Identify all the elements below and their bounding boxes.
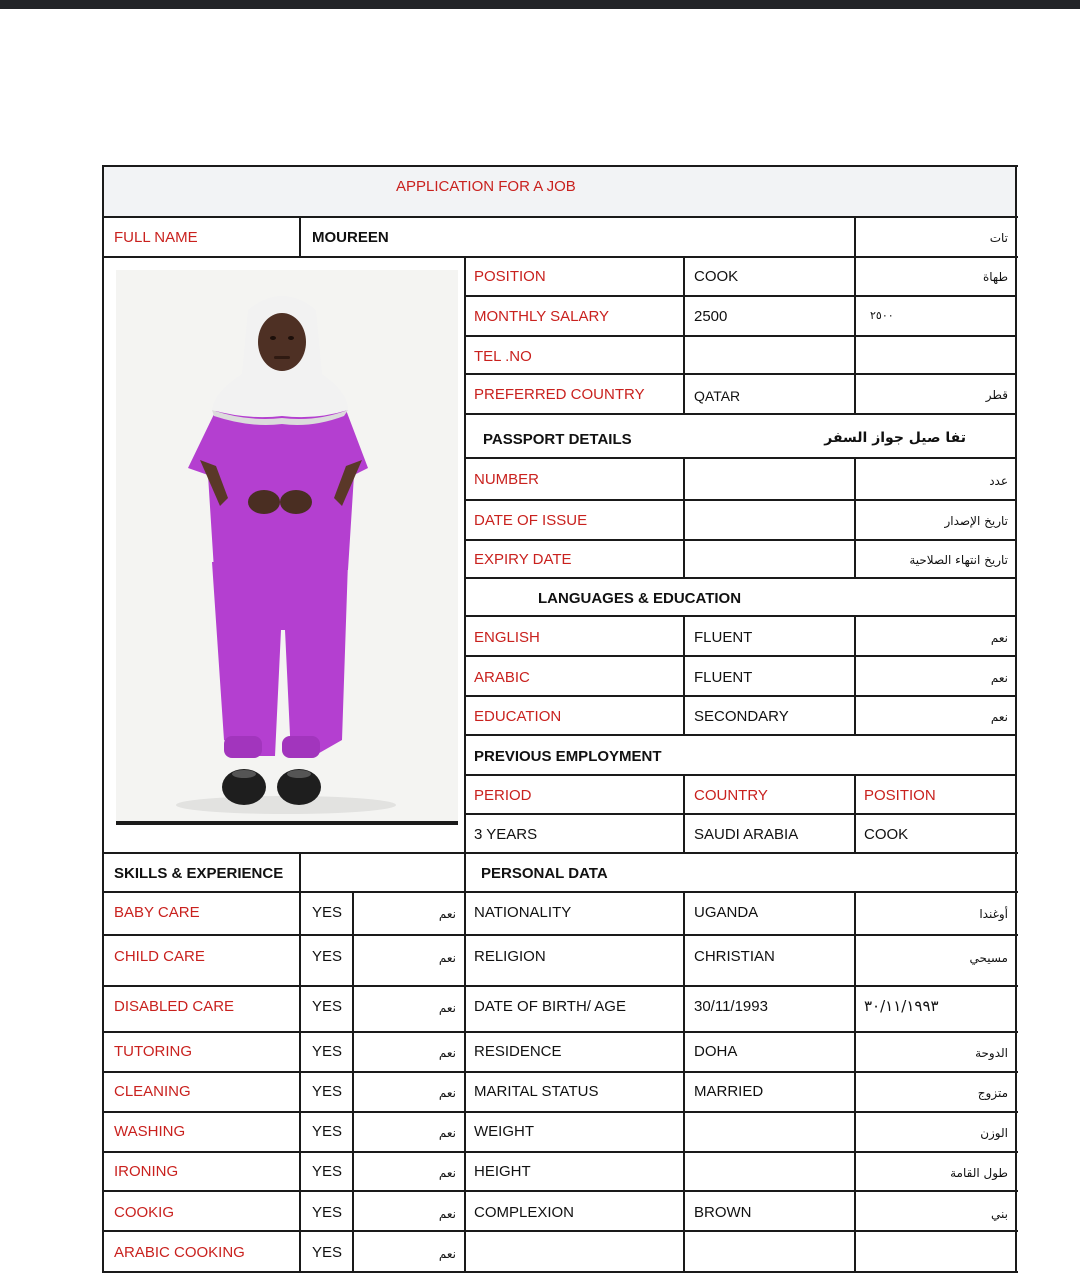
religion-arabic: مسيحي	[969, 951, 1008, 965]
col-rule	[854, 615, 856, 736]
language-arabic-value: FLUENT	[694, 669, 753, 686]
full-name-value: MOUREEN	[312, 229, 389, 246]
rule	[102, 216, 1018, 218]
col-rule	[854, 774, 856, 854]
previous-employment-header: PREVIOUS EMPLOYMENT	[474, 748, 662, 765]
date-of-issue-label: DATE OF ISSUE	[474, 512, 588, 529]
border-left	[102, 165, 104, 1273]
marital-status-arabic: متزوج	[977, 1086, 1008, 1100]
preferred-country-value: QATAR	[694, 388, 741, 404]
col-rule	[683, 774, 685, 854]
date-of-issue-arabic: تاريخ الإصدار	[944, 514, 1008, 528]
skill-label: ARABIC COOKING	[114, 1244, 245, 1261]
skill-label: DISABLED CARE	[114, 998, 235, 1015]
skill-arabic: نعم	[438, 1247, 456, 1261]
col-rule	[352, 891, 354, 1273]
col-rule	[854, 891, 856, 1273]
col-rule	[683, 615, 685, 736]
monthly-salary-value: 2500	[694, 308, 728, 325]
passport-number-arabic: عدد	[989, 474, 1008, 488]
expiry-date-label: EXPIRY DATE	[474, 551, 572, 568]
language-arabic-label: ARABIC	[474, 669, 530, 686]
rule	[102, 1230, 1018, 1232]
rule	[102, 1111, 1018, 1113]
col-rule	[683, 256, 685, 415]
skill-label: IRONING	[114, 1163, 179, 1180]
skill-label: CLEANING	[114, 1083, 191, 1100]
col-rule	[299, 216, 301, 258]
education-arabic: نعم	[990, 710, 1008, 724]
religion-value: CHRISTIAN	[694, 948, 775, 965]
skill-value: YES	[312, 904, 343, 921]
skill-arabic: نعم	[438, 1001, 456, 1015]
rule	[464, 734, 1017, 736]
languages-header: LANGUAGES & EDUCATION	[538, 590, 742, 607]
skill-label: TUTORING	[114, 1043, 193, 1060]
date-of-birth-arabic: ٣٠/١١/١٩٩٣	[864, 997, 939, 1015]
employment-position: COOK	[864, 826, 909, 843]
border-bottom	[102, 1271, 1018, 1273]
employment-col-position: POSITION	[864, 787, 936, 804]
rule	[464, 295, 1017, 297]
rule	[102, 256, 1018, 258]
language-english-value: FLUENT	[694, 629, 753, 646]
skill-arabic: نعم	[438, 1207, 456, 1221]
rule	[464, 499, 1017, 501]
col-rule	[683, 457, 685, 579]
rule	[464, 373, 1017, 375]
skill-value: YES	[312, 1083, 343, 1100]
skill-arabic: نعم	[438, 1086, 456, 1100]
marital-status-label: MARITAL STATUS	[474, 1083, 599, 1100]
language-arabic-arabic: نعم	[990, 671, 1008, 685]
rule	[102, 1071, 1018, 1073]
rule	[102, 891, 1018, 893]
skill-value: YES	[312, 1244, 343, 1261]
position-label: POSITION	[474, 268, 546, 285]
border-top	[102, 165, 1018, 167]
skill-label: BABY CARE	[114, 904, 200, 921]
monthly-salary-label: MONTHLY SALARY	[474, 308, 610, 325]
skill-label: WASHING	[114, 1123, 186, 1140]
skill-arabic: نعم	[438, 1046, 456, 1060]
language-english-arabic: نعم	[990, 631, 1008, 645]
height-label: HEIGHT	[474, 1163, 531, 1180]
date-of-birth-label: DATE OF BIRTH/ AGE	[474, 998, 626, 1015]
col-rule	[683, 891, 685, 1273]
skill-arabic: نعم	[438, 907, 456, 921]
education-label: EDUCATION	[474, 708, 562, 725]
education-value: SECONDARY	[694, 708, 789, 725]
employment-col-country: COUNTRY	[694, 787, 768, 804]
residence-value: DOHA	[694, 1043, 738, 1060]
rule	[102, 985, 1018, 987]
employment-period: 3 YEARS	[474, 826, 538, 843]
skill-value: YES	[312, 1204, 343, 1221]
applicant-figure	[116, 270, 458, 825]
rule	[464, 577, 1017, 579]
complexion-label: COMPLEXION	[474, 1204, 575, 1221]
rule	[102, 1031, 1018, 1033]
rule	[464, 539, 1017, 541]
passport-header: PASSPORT DETAILS	[483, 431, 632, 448]
applicant-photo	[116, 270, 458, 825]
skill-label: CHILD CARE	[114, 948, 205, 965]
preferred-country-label: PREFERRED COUNTRY	[474, 386, 645, 403]
skill-value: YES	[312, 998, 343, 1015]
full-name-arabic: تات	[989, 231, 1008, 245]
skill-label: COOKIG	[114, 1204, 175, 1221]
date-of-birth-value: 30/11/1993	[694, 998, 768, 1015]
rule	[464, 413, 1017, 415]
passport-header-arabic: تفا صيل جواز السفر	[824, 430, 966, 446]
col-rule	[854, 216, 856, 414]
residence-label: RESIDENCE	[474, 1043, 562, 1060]
rule	[464, 457, 1017, 459]
full-name-label: FULL NAME	[114, 229, 198, 246]
rule	[102, 934, 1018, 936]
skills-header: SKILLS & EXPERIENCE	[114, 865, 284, 882]
height-arabic: طول القامة	[950, 1166, 1008, 1180]
employment-col-period: PERIOD	[474, 787, 532, 804]
skill-value: YES	[312, 1043, 343, 1060]
nationality-arabic: أوغندا	[979, 907, 1008, 921]
rule	[464, 695, 1017, 697]
preferred-country-arabic: قطر	[985, 388, 1008, 402]
religion-label: RELIGION	[474, 948, 546, 965]
residence-arabic: الدوحة	[975, 1046, 1008, 1060]
weight-label: WEIGHT	[474, 1123, 534, 1140]
rule	[464, 335, 1017, 337]
language-english-label: ENGLISH	[474, 629, 540, 646]
skill-value: YES	[312, 948, 343, 965]
nationality-value: UGANDA	[694, 904, 759, 921]
col-rule	[854, 457, 856, 579]
personal-data-header: PERSONAL DATA	[481, 865, 608, 882]
weight-arabic: الوزن	[980, 1126, 1008, 1140]
complexion-arabic: بني	[991, 1207, 1008, 1221]
skill-arabic: نعم	[438, 1126, 456, 1140]
passport-number-label: NUMBER	[474, 471, 540, 488]
complexion-value: BROWN	[694, 1204, 752, 1221]
col-rule	[299, 852, 301, 1273]
skill-arabic: نعم	[438, 951, 456, 965]
form-title: APPLICATION FOR A JOB	[396, 178, 576, 195]
rule	[102, 1151, 1018, 1153]
rule	[464, 774, 1017, 776]
skill-value: YES	[312, 1123, 343, 1140]
marital-status-value: MARRIED	[694, 1083, 764, 1100]
rule	[464, 655, 1017, 657]
expiry-date-arabic: تاريخ انتهاء الصلاحية	[909, 553, 1008, 567]
skill-value: YES	[312, 1163, 343, 1180]
rule	[102, 852, 1018, 854]
nationality-label: NATIONALITY	[474, 904, 572, 921]
tel-no-label: TEL .NO	[474, 348, 532, 365]
monthly-salary-arabic: ٢٥٠٠	[870, 309, 894, 322]
skill-arabic: نعم	[438, 1166, 456, 1180]
rule	[464, 615, 1017, 617]
rule	[464, 813, 1017, 815]
rule	[102, 1190, 1018, 1192]
position-arabic: طهاة	[982, 270, 1008, 284]
col-rule	[464, 256, 466, 1273]
employment-country: SAUDI ARABIA	[694, 826, 799, 843]
position-value: COOK	[694, 268, 739, 285]
border-right	[1015, 165, 1017, 1273]
